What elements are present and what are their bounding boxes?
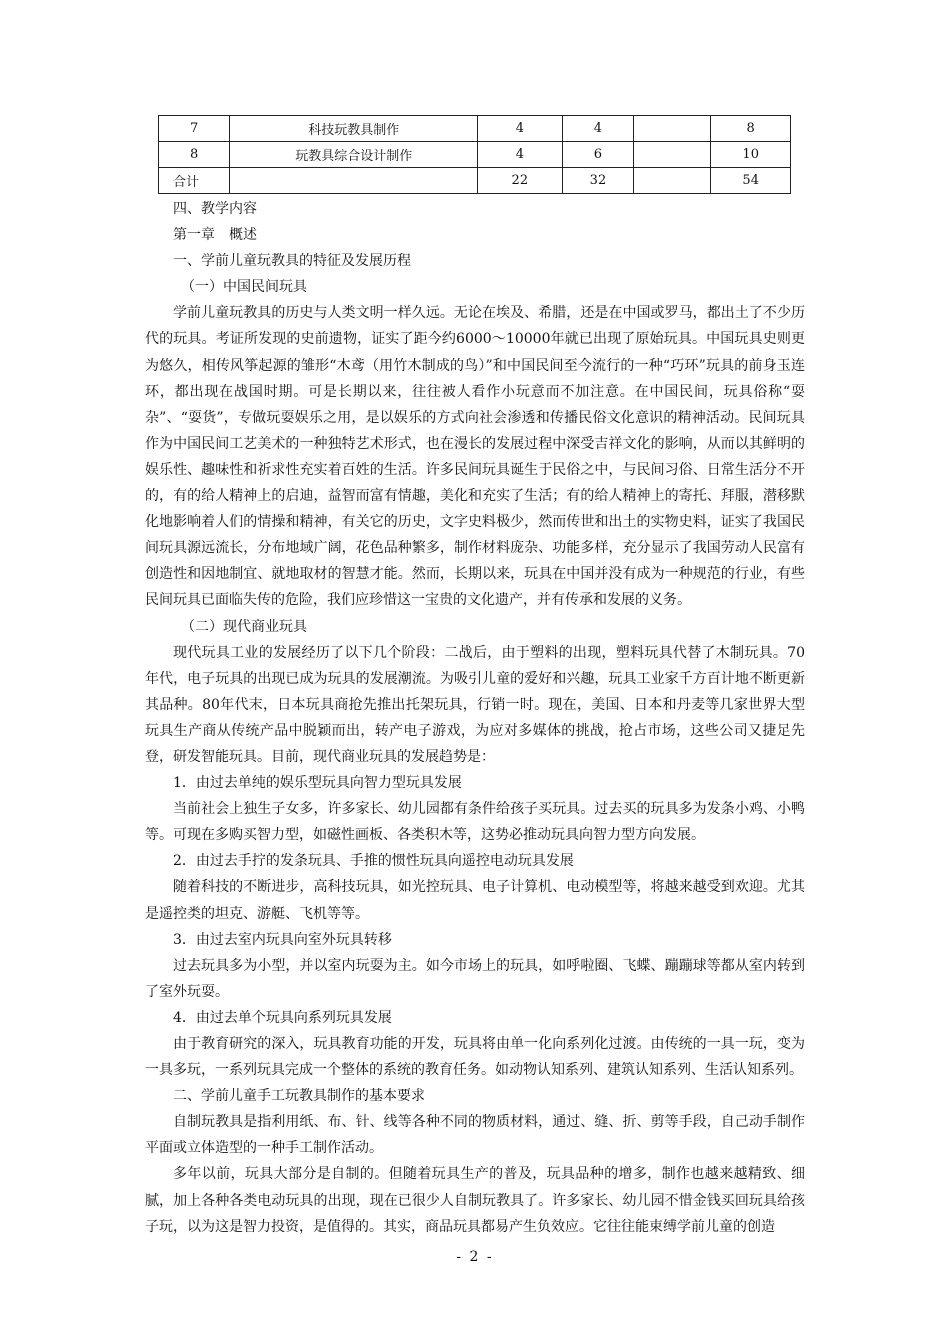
section-heading: 二、学前儿童手工玩教具制作的基本要求 bbox=[173, 1088, 425, 1105]
paragraph: 当前社会上独生子女多，许多家长、幼儿园都有条件给孩子买玩具。过去买的玩具多为发条小鸡、小鸭等。可现在多购买智力型，如磁性画板、各类积木等，这势必推动玩具向智力型方向发展。 bbox=[145, 801, 805, 844]
table-cell: 6 bbox=[562, 142, 634, 168]
list-heading: 2．由过去手拧的发条玩具、手推的惯性玩具向遥控电动玩具发展 bbox=[173, 853, 574, 870]
table-cell bbox=[634, 168, 711, 194]
chapter-heading: 第一章 概述 bbox=[173, 227, 257, 244]
table-cell: 8 bbox=[711, 116, 791, 142]
paragraph: 现代玩具工业的发展经历了以下几个阶段：二战后，由于塑料的出现，塑料玩具代替了木制玩具。70年代，电子玩具的出现已成为玩具的发展潮流。为吸引儿童的爱好和兴趣，玩具工业家千方百计地不断更新其品种。80年代末，日本玩具商抢先推出托架玩具，行销一时。现在，美国、日本和丹麦等几家世界大型玩具生产商从传统产品中脱颖而出，转产电子游戏，为应对多媒体的挑战，抢占市场，这些公司又捷足先登，研发智能玩具。目前，现代商业玩具的发展趋势是： bbox=[145, 644, 805, 765]
paragraph: 学前儿童玩教具的历史与人类文明一样久远。无论在埃及、希腊，还是在中国或罗马，都出土了不少历代的玩具。考证所发现的史前遗物，证实了距今约6000～10000年就已出现了原始玩具。中国玩具史则更为悠久，相传风筝起源的雏形“木鸢（用竹木制成的鸟）”和中国民间至今流行的一种“巧环”玩具的前身玉连环，都出现在战国时期。可是长期以来，往往被人看作小玩意而不加注意。在中国民间，玩具俗称“耍杂”、“耍货”，专做玩耍娱乐之用，是以娱乐的方式向社会渗透和传播民俗文化意识的精神活动。民间玩具作为中国民间工艺美术的一种独特艺术形式，也在漫长的发展过程中深受吉祥文化的影响，从而以其鲜明的娱乐性、趣味性和祈求性充实着百姓的生活。许多民间玩具诞生于民俗之中，与民间习俗、日常生活分不开的，有的给人精神上的启迪，益智而富有情趣，美化和充实了生活；有的给人精神上的寄托、拜服，潜移默化地影响着人们的情操和精神，有关它的历史，文字史料极少，然而传世和出土的实物史料，证实了我国民间玩具源远流长，分布地域广阔，花色品种繁多，制作材料庞杂、功能多样，充分显示了我国劳动人民富有创造性和因地制宜、就地取材的智慧才能。然而，长期以来，玩具在中国并没有成为一种规范的行业，有些民间玩具已面临失传的危险，我们应珍惜这一宝贵的文化遗产，并有传承和发展的义务。 bbox=[145, 305, 805, 609]
subsection-heading: （二）现代商业玩具 bbox=[181, 618, 307, 635]
table-cell: 4 bbox=[562, 116, 634, 142]
table-cell: 22 bbox=[478, 168, 562, 194]
table-cell: 4 bbox=[478, 116, 562, 142]
paragraph: 多年以前，玩具大部分是自制的。但随着玩具生产的普及，玩具品种的增多，制作也越来越精致、细腻，加上各种各类电动玩具的出现，现在已很少人自制玩教具了。许多家长、幼儿园不惜金钱买回玩具给孩子玩，以为这是智力投资，是值得的。其实，商品玩具都易产生负效应。它往往能束缚学前儿童的创造 bbox=[145, 1166, 805, 1235]
paragraph: 由于教育研究的深入，玩具教育功能的开发，玩具将由单一化向系列化过渡。由传统的一具一玩，变为一具多玩，一系列玩具完成一个整体的系统的教育任务。如动物认知系列、建筑认知系列、生活认知系列。 bbox=[145, 1036, 805, 1079]
list-heading: 4．由过去单个玩具向系列玩具发展 bbox=[173, 1009, 392, 1026]
table-cell: 科技玩教具制作 bbox=[230, 116, 478, 142]
table-row-total bbox=[159, 168, 791, 194]
paragraph: 过去玩具多为小型，并以室内玩耍为主。如今市场上的玩具，如呼啦圈、飞蝶、蹦蹦球等都从室内转到了室外玩耍。 bbox=[145, 957, 805, 1000]
table-cell: 8 bbox=[159, 142, 230, 168]
table-cell: 合计 bbox=[159, 168, 230, 194]
table-cell: 32 bbox=[562, 168, 634, 194]
table-cell bbox=[634, 116, 711, 142]
table-row bbox=[159, 116, 791, 142]
table-cell: 4 bbox=[478, 142, 562, 168]
paragraph: 自制玩教具是指利用纸、布、针、线等各种不同的物质材料，通过、缝、折、剪等手段，自己动手制作平面或立体造型的一种手工制作活动。 bbox=[145, 1114, 805, 1157]
list-heading: 1．由过去单纯的娱乐型玩具向智力型玩具发展 bbox=[173, 775, 462, 792]
table-cell: 10 bbox=[711, 142, 791, 168]
subsection-heading: （一）中国民间玩具 bbox=[181, 279, 307, 296]
document-body bbox=[145, 196, 805, 1240]
table-cell bbox=[634, 142, 711, 168]
course-hours-table bbox=[158, 115, 791, 194]
table-cell: 玩教具综合设计制作 bbox=[230, 142, 478, 168]
table-row bbox=[159, 142, 791, 168]
table-cell bbox=[230, 168, 478, 194]
paragraph: 随着科技的不断进步，高科技玩具，如光控玩具、电子计算机、电动模型等，将越来越受到欢迎。尤其是遥控类的坦克、游艇、飞机等等。 bbox=[145, 879, 805, 922]
table-cell: 54 bbox=[711, 168, 791, 194]
page-number: - 2 - bbox=[456, 1249, 494, 1265]
table-cell: 7 bbox=[159, 116, 230, 142]
list-heading: 3．由过去室内玩具向室外玩具转移 bbox=[173, 931, 392, 948]
section-heading: 四、教学内容 bbox=[173, 201, 257, 217]
section-heading: 一、学前儿童玩教具的特征及发展历程 bbox=[173, 253, 411, 270]
